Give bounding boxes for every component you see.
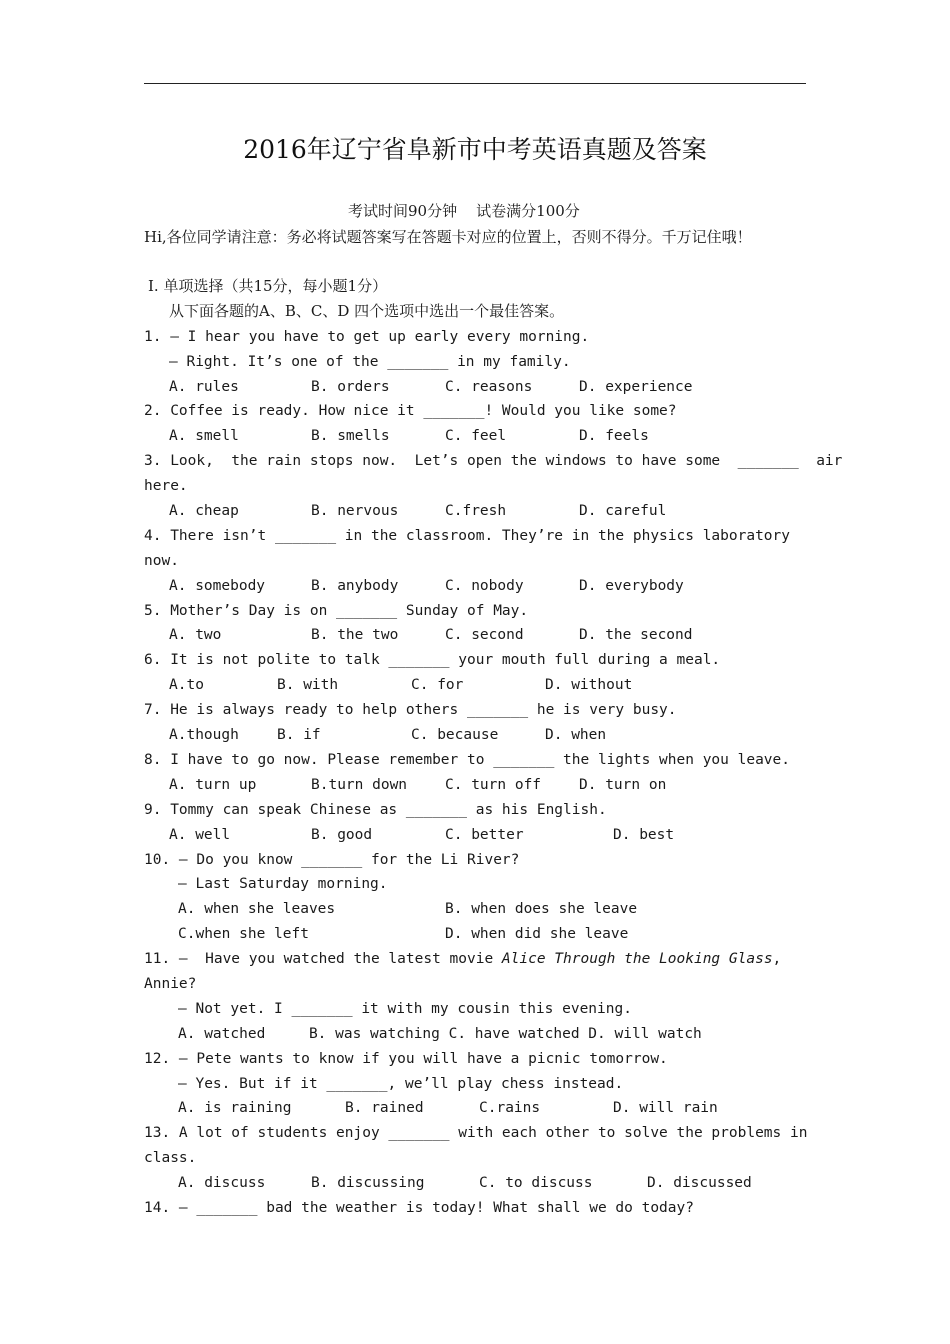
question-13: 13. A lot of students enjoy _______ with each other to solve the problems in xyxy=(144,1125,808,1141)
q1-option-a: A. rules xyxy=(169,379,239,395)
q5-option-b: B. the two xyxy=(311,627,399,643)
question-10: 10. — Do you know _______ for the Li River? xyxy=(144,852,520,868)
question-6: 6. It is not polite to talk _______ your mouth full during a meal. xyxy=(144,652,721,668)
q2-option-c: C. feel xyxy=(445,428,507,444)
q10-option-c: C.when she left xyxy=(178,926,309,942)
q4-option-a: A. somebody xyxy=(169,578,266,594)
q9-option-d: D. best xyxy=(613,827,675,843)
question-2: 2. Coffee is ready. How nice it _______! Would you like some? xyxy=(144,403,677,419)
q13-option-d: D. discussed xyxy=(647,1175,752,1191)
question-12: 12. — Pete wants to know if you will have a picnic tomorrow. xyxy=(144,1051,668,1067)
question-9: 9. Tommy can speak Chinese as _______ as his English. xyxy=(144,802,607,818)
q1-option-d: D. experience xyxy=(579,379,693,395)
section-heading: Ⅰ. 单项选择（共15分，每小题1分） xyxy=(148,277,388,295)
q5-option-c: C. second xyxy=(445,627,524,643)
q11-prompt: 11. — Have you watched the latest movie xyxy=(144,951,502,967)
q10-option-b: B. when does she leave xyxy=(445,901,638,917)
notice: Hi,各位同学请注意：务必将试题答案写在答题卡对应的位置上，否则不得分。千万记住哦！ xyxy=(144,228,752,246)
question-8: 8. I have to go now. Please remember to _______ the lights when you leave. xyxy=(144,752,791,768)
q13-option-a: A. discuss xyxy=(178,1175,266,1191)
question-11-line2: Annie? xyxy=(144,976,197,992)
q5-option-a: A. two xyxy=(169,627,222,643)
q12-option-b: B. rained xyxy=(345,1100,424,1116)
question-4: 4. There isn’t _______ in the classroom. They’re in the physics laboratory xyxy=(144,528,791,544)
q10-option-a: A. when she leaves xyxy=(178,901,336,917)
question-3-line2: here. xyxy=(144,478,188,494)
q3-option-c: C.fresh xyxy=(445,503,507,519)
q12-option-d: D. will rain xyxy=(613,1100,718,1116)
q11-comma: , xyxy=(772,951,782,967)
q6-option-a: A.to xyxy=(169,677,204,693)
question-14: 14. — _______ bad the weather is today! What shall we do today? xyxy=(144,1200,694,1216)
q10-option-d: D. when did she leave xyxy=(445,926,629,942)
q13-option-c: C. to discuss xyxy=(479,1175,593,1191)
question-12-line2: — Yes. But if it _______, we’ll play chess instead. xyxy=(178,1076,624,1092)
q3-option-b: B. nervous xyxy=(311,503,399,519)
q4-option-b: B. anybody xyxy=(311,578,399,594)
q11-movie-title: Alice Through the Looking Glass xyxy=(501,951,773,967)
question-7: 7. He is always ready to help others _______ he is very busy. xyxy=(144,702,677,718)
question-13-line2: class. xyxy=(144,1150,197,1166)
q2-option-d: D. feels xyxy=(579,428,649,444)
page-title: 2016年辽宁省阜新市中考英语真题及答案 xyxy=(243,135,707,164)
header-rule xyxy=(144,83,806,84)
q1-option-b: B. orders xyxy=(311,379,390,395)
q8-option-d: D. turn on xyxy=(579,777,667,793)
q3-option-a: A. cheap xyxy=(169,503,239,519)
q7-option-a: A.though xyxy=(169,727,239,743)
question-4-line2: now. xyxy=(144,553,179,569)
q9-option-a: A. well xyxy=(169,827,231,843)
question-3: 3. Look, the rain stops now. Let’s open the windows to have some _______ air xyxy=(144,453,843,469)
q4-option-c: C. nobody xyxy=(445,578,524,594)
q3-option-d: D. careful xyxy=(579,503,667,519)
question-11 xyxy=(144,950,806,968)
q7-option-d: D. when xyxy=(545,727,607,743)
q6-option-c: C. for xyxy=(411,677,464,693)
exam-info: 考试时间90分钟 试卷满分100分 xyxy=(348,202,580,220)
q9-option-c: C. better xyxy=(445,827,524,843)
q1-option-c: C. reasons xyxy=(445,379,533,395)
q5-option-d: D. the second xyxy=(579,627,693,643)
q8-option-c: C. turn off xyxy=(445,777,542,793)
question-1: 1. — I hear you have to get up early every morning. xyxy=(144,329,590,345)
q6-option-b: B. with xyxy=(277,677,339,693)
question-1-line2: — Right. It’s one of the _______ in my family. xyxy=(169,354,571,370)
q7-option-b: B. if xyxy=(277,727,321,743)
q12-option-c: C.rains xyxy=(479,1100,541,1116)
q8-option-a: A. turn up xyxy=(169,777,257,793)
q13-option-b: B. discussing xyxy=(311,1175,425,1191)
q2-option-a: A. smell xyxy=(169,428,239,444)
q9-option-b: B. good xyxy=(311,827,373,843)
q7-option-c: C. because xyxy=(411,727,499,743)
question-5: 5. Mother’s Day is on _______ Sunday of May. xyxy=(144,603,529,619)
q2-option-b: B. smells xyxy=(311,428,390,444)
question-10-line2: — Last Saturday morning. xyxy=(178,876,388,892)
q12-option-a: A. is raining xyxy=(178,1100,292,1116)
section-instruction: 从下面各题的A、B、C、D 四个选项中选出一个最佳答案。 xyxy=(169,302,565,320)
q6-option-d: D. without xyxy=(545,677,633,693)
q8-option-b: B.turn down xyxy=(311,777,408,793)
q4-option-d: D. everybody xyxy=(579,578,684,594)
question-11-line3: — Not yet. I _______ it with my cousin this evening. xyxy=(178,1001,632,1017)
q11-options: A. watched B. was watching C. have watched D. will watch xyxy=(178,1026,702,1042)
